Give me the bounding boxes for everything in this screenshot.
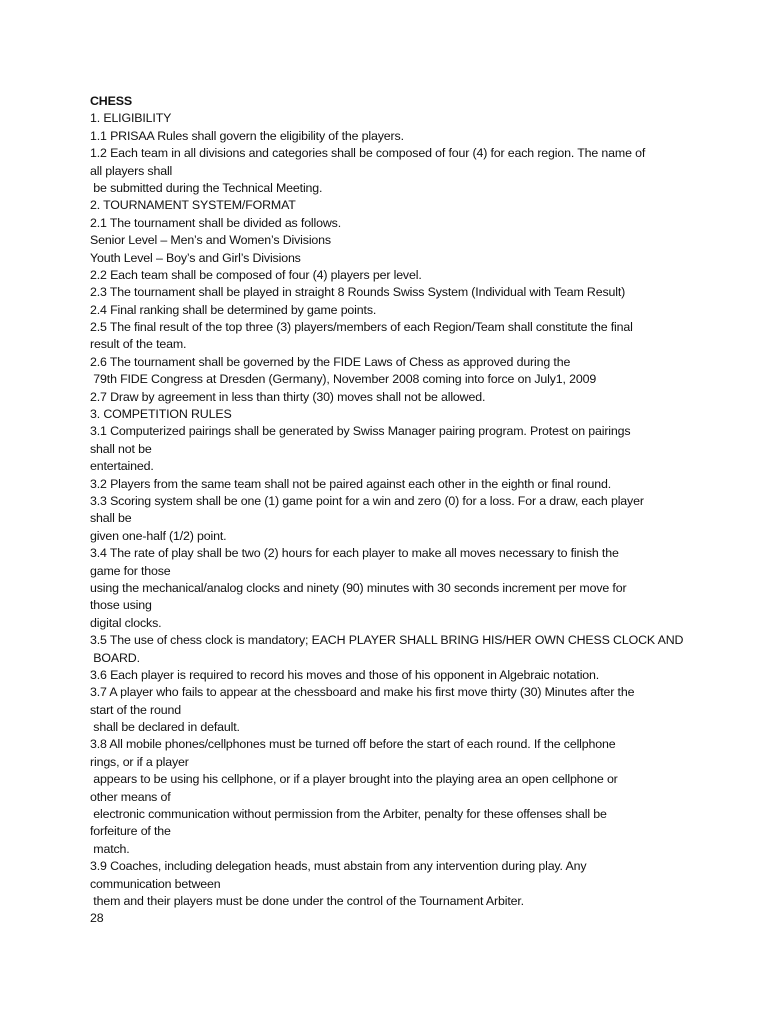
document-body <box>90 93 690 928</box>
text-line: Youth Level – Boy’s and Girl’s Divisions <box>90 250 301 265</box>
text-line: electronic communication without permission from the Arbiter, penalty for these offenses shall be <box>90 807 607 822</box>
text-line: given one-half (1/2) point. <box>90 528 227 543</box>
text-line: other means of <box>90 789 171 804</box>
text-line: 3.1 Computerized pairings shall be generated by Swiss Manager pairing program. Protest on pairings <box>90 424 631 439</box>
page-number: 28 <box>90 911 104 926</box>
text-line: 2.3 The tournament shall be played in straight 8 Rounds Swiss System (Individual with Team Result) <box>90 285 626 300</box>
text-line: 1.1 PRISAA Rules shall govern the eligibility of the players. <box>90 128 404 143</box>
text-line: all players shall <box>90 163 173 178</box>
text-line: Senior Level – Men’s and Women’s Divisions <box>90 233 331 248</box>
text-line: 2.5 The final result of the top three (3) players/members of each Region/Team shall constitute the final <box>90 320 633 335</box>
text-line: 3.6 Each player is required to record his moves and those of his opponent in Algebraic notation. <box>90 667 600 682</box>
text-line: digital clocks. <box>90 615 162 630</box>
text-line: start of the round <box>90 702 181 717</box>
text-line: appears to be using his cellphone, or if a player brought into the playing area an open cellphone or <box>90 772 618 787</box>
text-line: 3. COMPETITION RULES <box>90 407 232 422</box>
text-line: shall be declared in default. <box>90 720 240 735</box>
text-line: entertained. <box>90 459 154 474</box>
text-line: 3.9 Coaches, including delegation heads, must abstain from any intervention during play. Any <box>90 859 587 874</box>
text-line: shall be <box>90 511 132 526</box>
text-line: 3.5 The use of chess clock is mandatory; EACH PLAYER SHALL BRING HIS/HER OWN CHESS CLOCK AND <box>90 633 684 648</box>
text-line: rings, or if a player <box>90 754 189 769</box>
text-line: forfeiture of the <box>90 824 171 839</box>
document-lines <box>90 110 690 910</box>
text-line: 3.4 The rate of play shall be two (2) hours for each player to make all moves necessary to finish the <box>90 546 619 561</box>
text-line: 2.6 The tournament shall be governed by the FIDE Laws of Chess as approved during the <box>90 354 571 369</box>
document-title: CHESS <box>90 94 132 108</box>
text-line: communication between <box>90 876 221 891</box>
text-line: 3.2 Players from the same team shall not be paired against each other in the eighth or final round. <box>90 476 612 491</box>
text-line: 79th FIDE Congress at Dresden (Germany), November 2008 coming into force on July1, 2009 <box>90 372 597 387</box>
text-line: match. <box>90 841 130 856</box>
text-line: 2. TOURNAMENT SYSTEM/FORMAT <box>90 198 296 213</box>
text-line: 3.8 All mobile phones/cellphones must be turned off before the start of each round. If the cellphone <box>90 737 616 752</box>
text-line: result of the team. <box>90 337 187 352</box>
text-line: BOARD. <box>90 650 140 665</box>
text-line: 2.1 The tournament shall be divided as follows. <box>90 215 342 230</box>
text-line: be submitted during the Technical Meeting. <box>90 180 323 195</box>
text-line: shall not be <box>90 441 152 456</box>
text-line: 2.7 Draw by agreement in less than thirty (30) moves shall not be allowed. <box>90 389 486 404</box>
text-line: 3.3 Scoring system shall be one (1) game point for a win and zero (0) for a loss. For a draw, each player <box>90 493 644 508</box>
text-line: 2.4 Final ranking shall be determined by game points. <box>90 302 377 317</box>
text-line: 1. ELIGIBILITY <box>90 111 172 126</box>
text-line: them and their players must be done under the control of the Tournament Arbiter. <box>90 893 524 908</box>
text-line: 1.2 Each team in all divisions and categories shall be composed of four (4) for each region. The name of <box>90 146 646 161</box>
text-line: 2.2 Each team shall be composed of four (4) players per level. <box>90 267 422 282</box>
text-line: using the mechanical/analog clocks and ninety (90) minutes with 30 seconds increment per move for <box>90 580 627 595</box>
text-line: game for those <box>90 563 171 578</box>
text-line: 3.7 A player who fails to appear at the chessboard and make his first move thirty (30) Minutes after the <box>90 685 635 700</box>
text-line: those using <box>90 598 152 613</box>
